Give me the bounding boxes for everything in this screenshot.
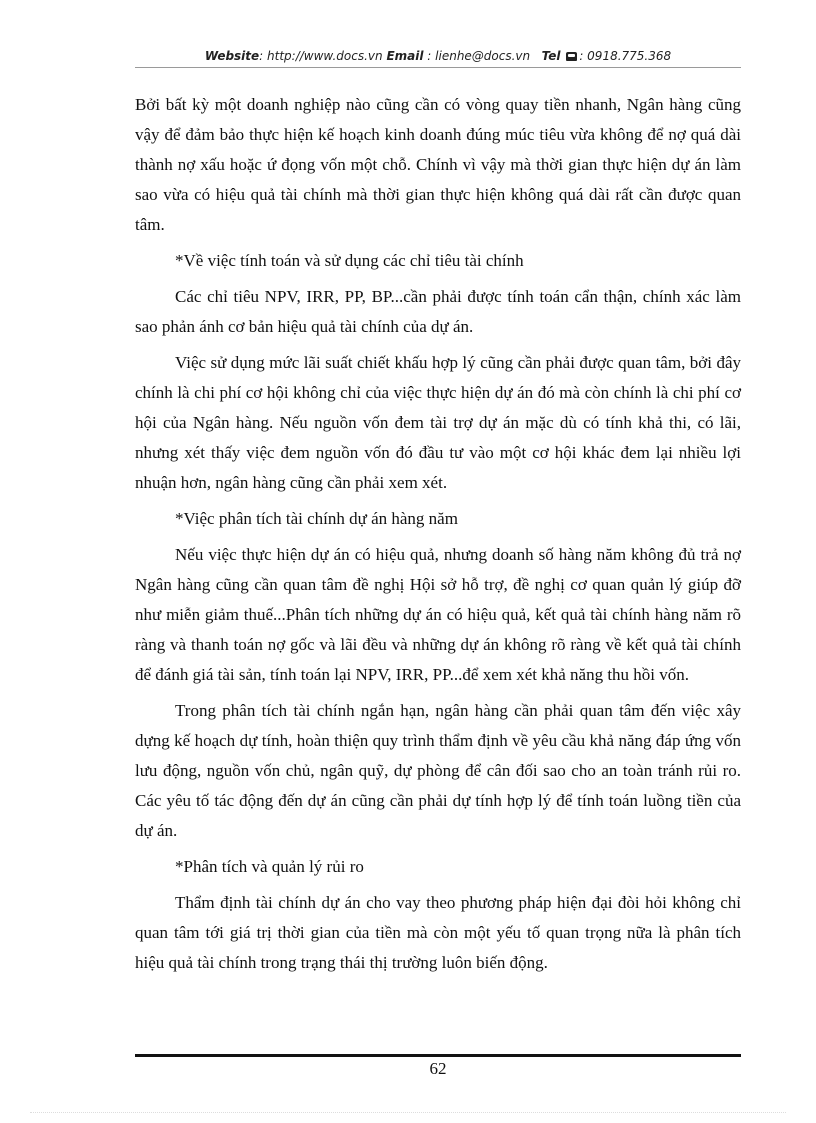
- website-label: Website: [204, 49, 260, 63]
- email-label: Email: [386, 49, 424, 63]
- email-value: : lienhe@docs.vn: [423, 49, 531, 63]
- page-bottom-border: [30, 1112, 786, 1113]
- section-heading: *Việc phân tích tài chính dự án hàng năm: [175, 509, 458, 528]
- header-divider: [135, 67, 741, 68]
- section-heading: *Phân tích và quản lý rủi ro: [175, 857, 364, 876]
- paragraph: Thẩm định tài chính dự án cho vay theo phương pháp hiện đại đòi hỏi không chỉ quan tâm tới giá trị thời gian của tiền mà còn một yếu tố quan trọng nữa là phân tích hiệu quả tài chính trong trạng thái thị trường luôn biến động.: [135, 893, 741, 972]
- page-number: 62: [429, 1059, 447, 1078]
- tel-label: Tel: [541, 49, 561, 63]
- tel-value: : 0918.775.368: [579, 49, 672, 63]
- paragraph: Trong phân tích tài chính ngắn hạn, ngân hàng cần phải quan tâm đến việc xây dựng kế hoạch dự tính, hoàn thiện quy trình thẩm định về yêu cầu khả năng đáp ứng vốn lưu động, nguồn vốn chủ, ngân quỹ, dự phòng để cân đối sao cho an toàn tránh rủi ro. Các yêu tố tác động đến dự án cũng cần phải dự tính hợp lý để tính toán luồng tiền của dự án.: [135, 701, 741, 840]
- page-header: [135, 46, 741, 66]
- paragraph: Các chỉ tiêu NPV, IRR, PP, BP...cần phải được tính toán cẩn thận, chính xác làm sao phản ánh cơ bản hiệu quả tài chính của dự án.: [135, 287, 741, 336]
- paragraph: Bởi bất kỳ một doanh nghiệp nào cũng cần có vòng quay tiền nhanh, Ngân hàng cũng vậy để đảm bảo thực hiện kế hoạch kinh doanh đúng múc tiêu vừa không để nợ quá dài thành nợ xấu hoặc ứ đọng vốn một chỗ. Chính vì vậy mà thời gian thực hiện dự án làm sao vừa có hiệu quả tài chính mà thời gian thực hiện không quá dài rất cần được quan tâm.: [135, 95, 741, 234]
- website-value: : http://www.docs.vn: [259, 49, 383, 63]
- section-heading: *Về việc tính toán và sử dụng các chỉ tiêu tài chính: [175, 251, 524, 270]
- phone-icon: [566, 52, 577, 61]
- paragraph: Việc sử dụng mức lãi suất chiết khấu hợp lý cũng cần phải được quan tâm, bởi đây chính là chi phí cơ hội không chỉ của việc thực hiện dự án đó mà còn chính là chi phí cơ hội của Ngân hàng. Nếu nguồn vốn đem tài trợ dự án mặc dù có tính khả thi, có lãi, nhưng xét thấy việc đem nguồn vốn đó đầu tư vào một cơ hội khác đem lại nhiều lợi nhuận hơn, ngân hàng cũng cần phải xem xét.: [135, 353, 741, 492]
- document-body: [135, 90, 741, 984]
- footer-divider: [135, 1054, 741, 1057]
- paragraph: Nếu việc thực hiện dự án có hiệu quả, nhưng doanh số hàng năm không đủ trả nợ Ngân hàng cũng cần quan tâm đề nghị Hội sở hỗ trợ, đề nghị cơ quan quản lý giúp đỡ như miễn giảm thuế...Phân tích những dự án có hiệu quả, kết quả tài chính hàng năm rõ ràng và thanh toán nợ gốc và lãi đều và những dự án không rõ ràng về kết quả tài chính để đánh giá tài sản, tính toán lại NPV, IRR, PP...để xem xét khả năng thu hồi vốn.: [135, 545, 741, 684]
